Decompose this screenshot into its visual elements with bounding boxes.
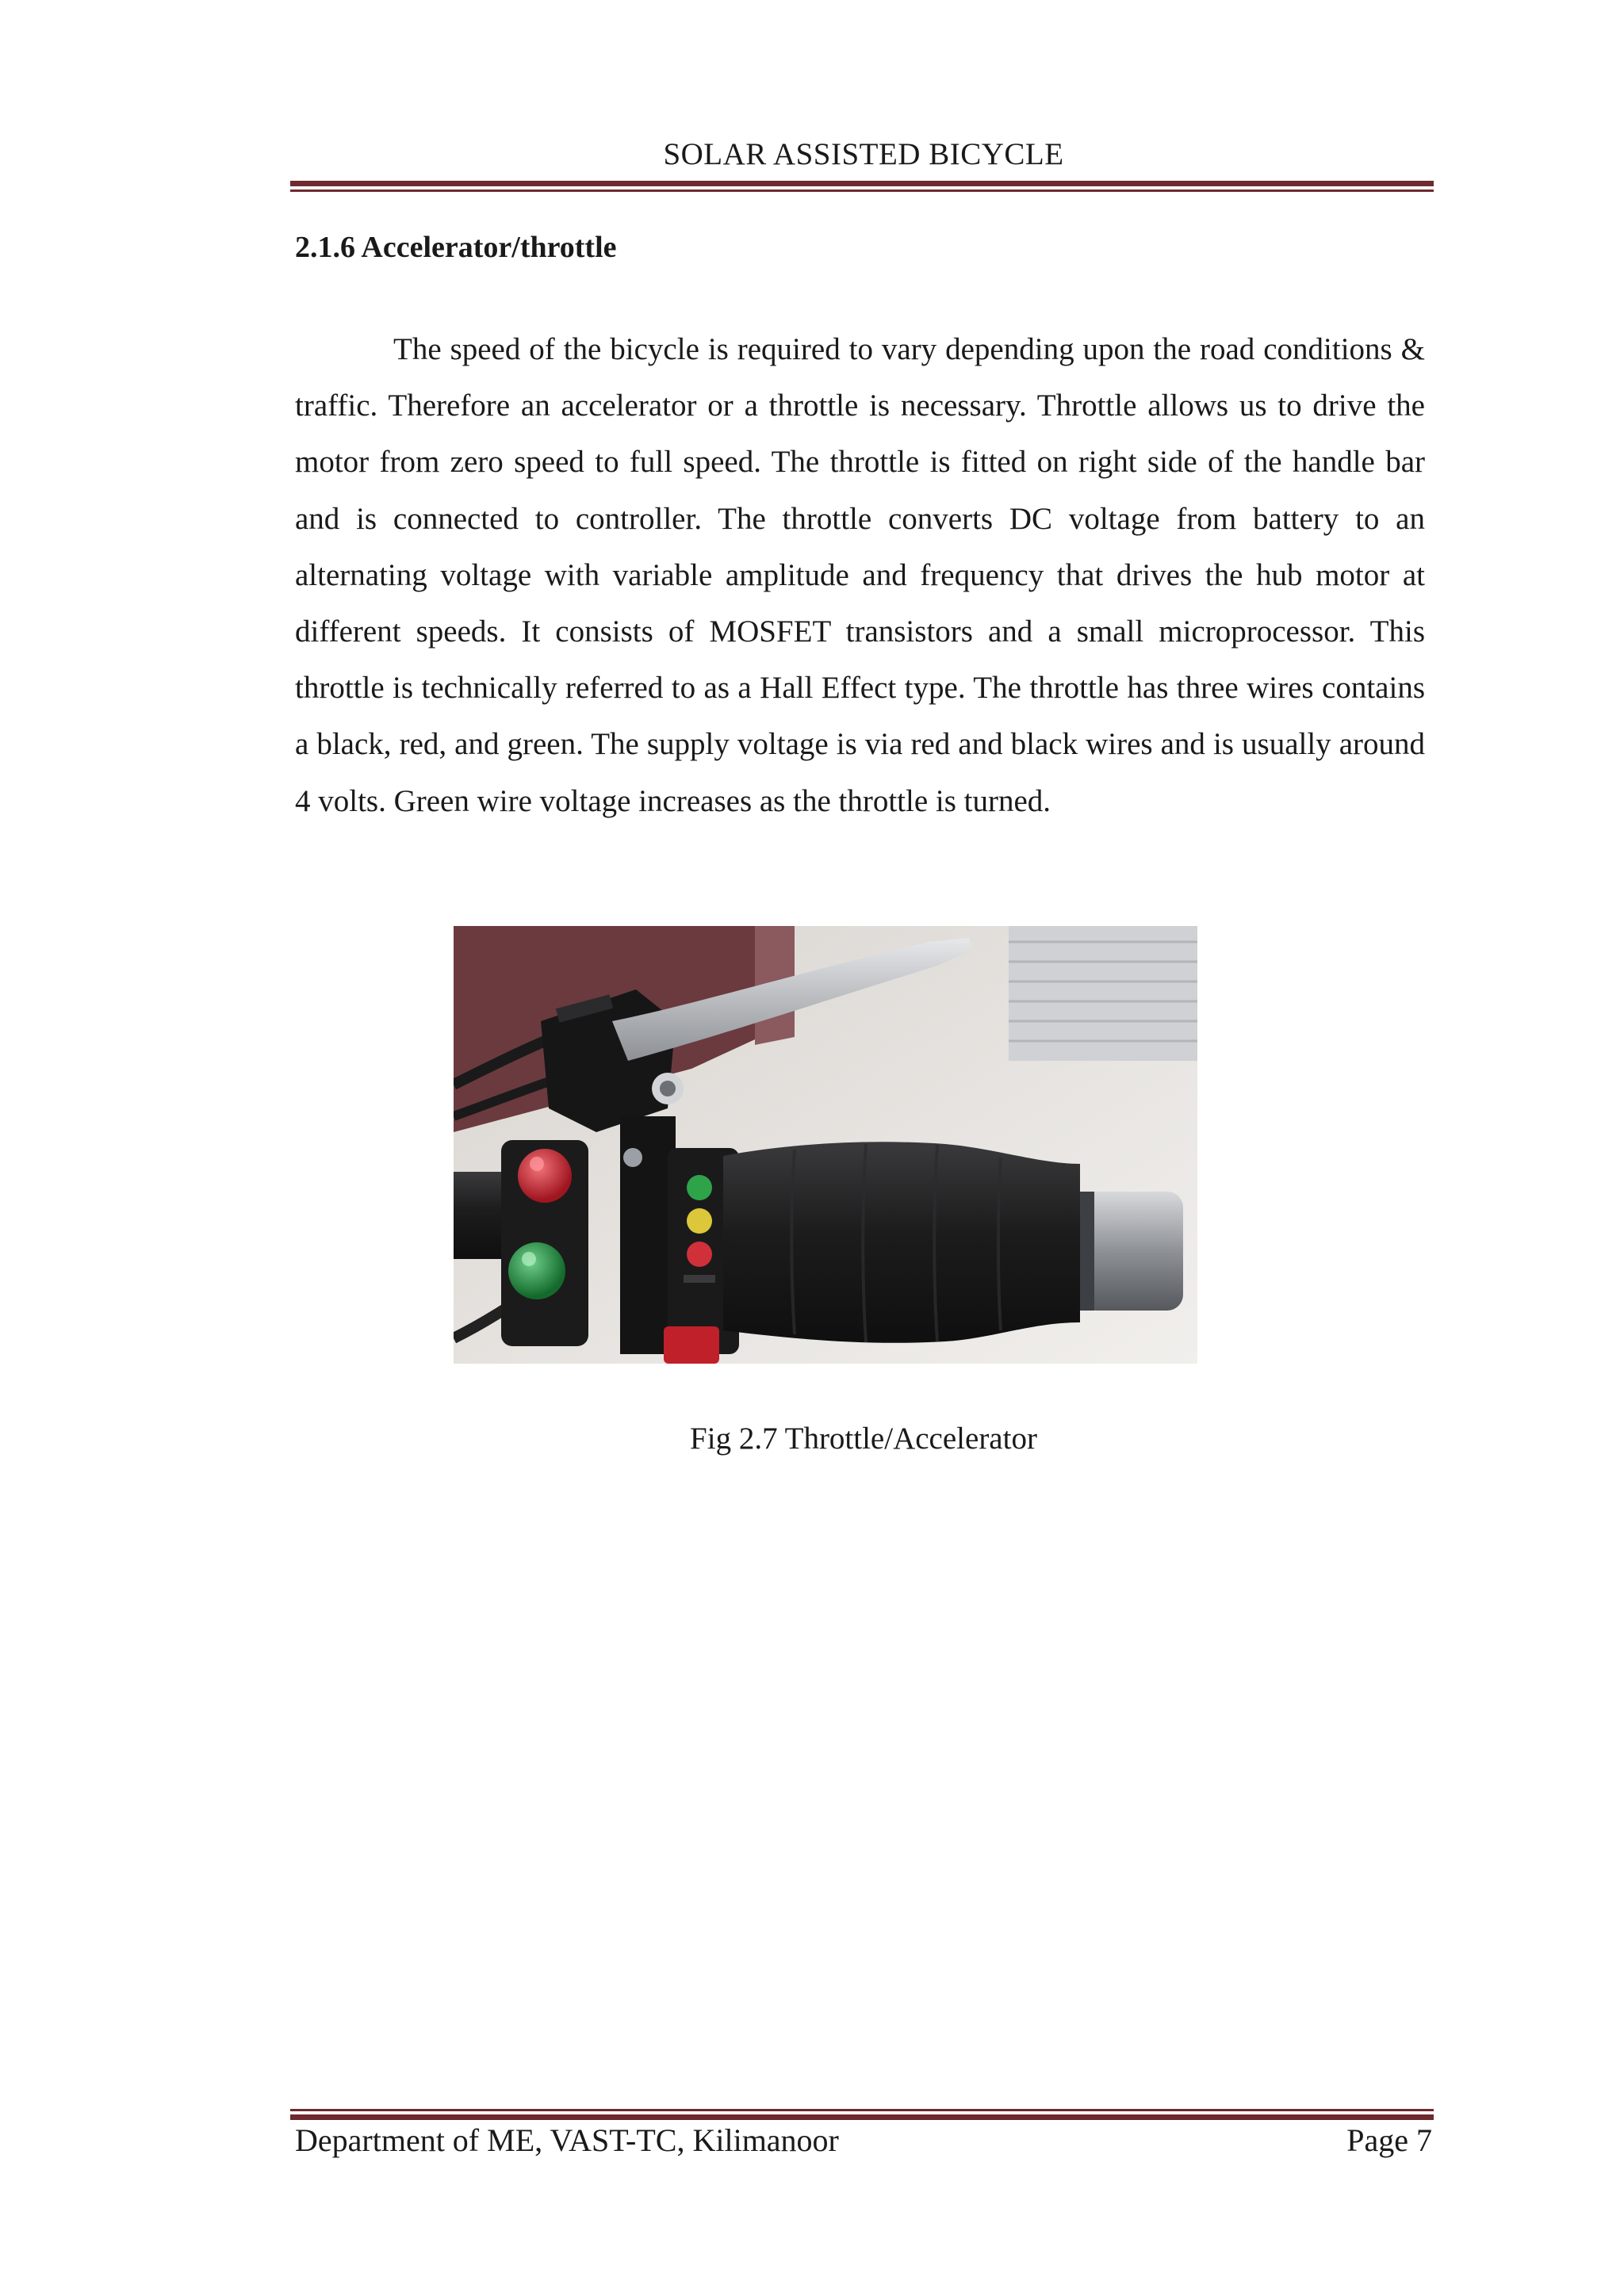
section-heading: 2.1.6 Accelerator/throttle xyxy=(295,231,617,264)
footer-department: Department of ME, VAST-TC, Kilimanoor xyxy=(295,2122,839,2158)
figure-caption: Fig 2.7 Throttle/Accelerator xyxy=(690,1422,1037,1456)
running-header-title: SOLAR ASSISTED BICYCLE xyxy=(663,137,1064,171)
body-paragraph: The speed of the bicycle is required to vary depending upon the road conditions & traffic. Therefore an accelerator or a throttle is necessary. Throttle allows us to drive the motor from zero speed to full speed. The throttle is fitted on right side of the handle bar and is connected to controller. The throttle converts DC voltage from battery to an alternating voltage with variable amplitude and frequency that drives the hub motor at different speeds. It consists of MOSFET transistors and a small microprocessor. This throttle is technically referred to as a Hall Effect type. The throttle has three wires contains a black, red, and green. The supply voltage is via red and black wires and is usually around 4 volts. Green wire voltage increases as the throttle is turned. xyxy=(295,332,1425,818)
footer-page-number: Page 7 xyxy=(1346,2122,1432,2158)
throttle-photo-icon xyxy=(454,926,1197,1364)
throttle-figure xyxy=(454,926,1197,1364)
header-divider xyxy=(290,181,1434,192)
footer-divider xyxy=(290,2109,1434,2120)
